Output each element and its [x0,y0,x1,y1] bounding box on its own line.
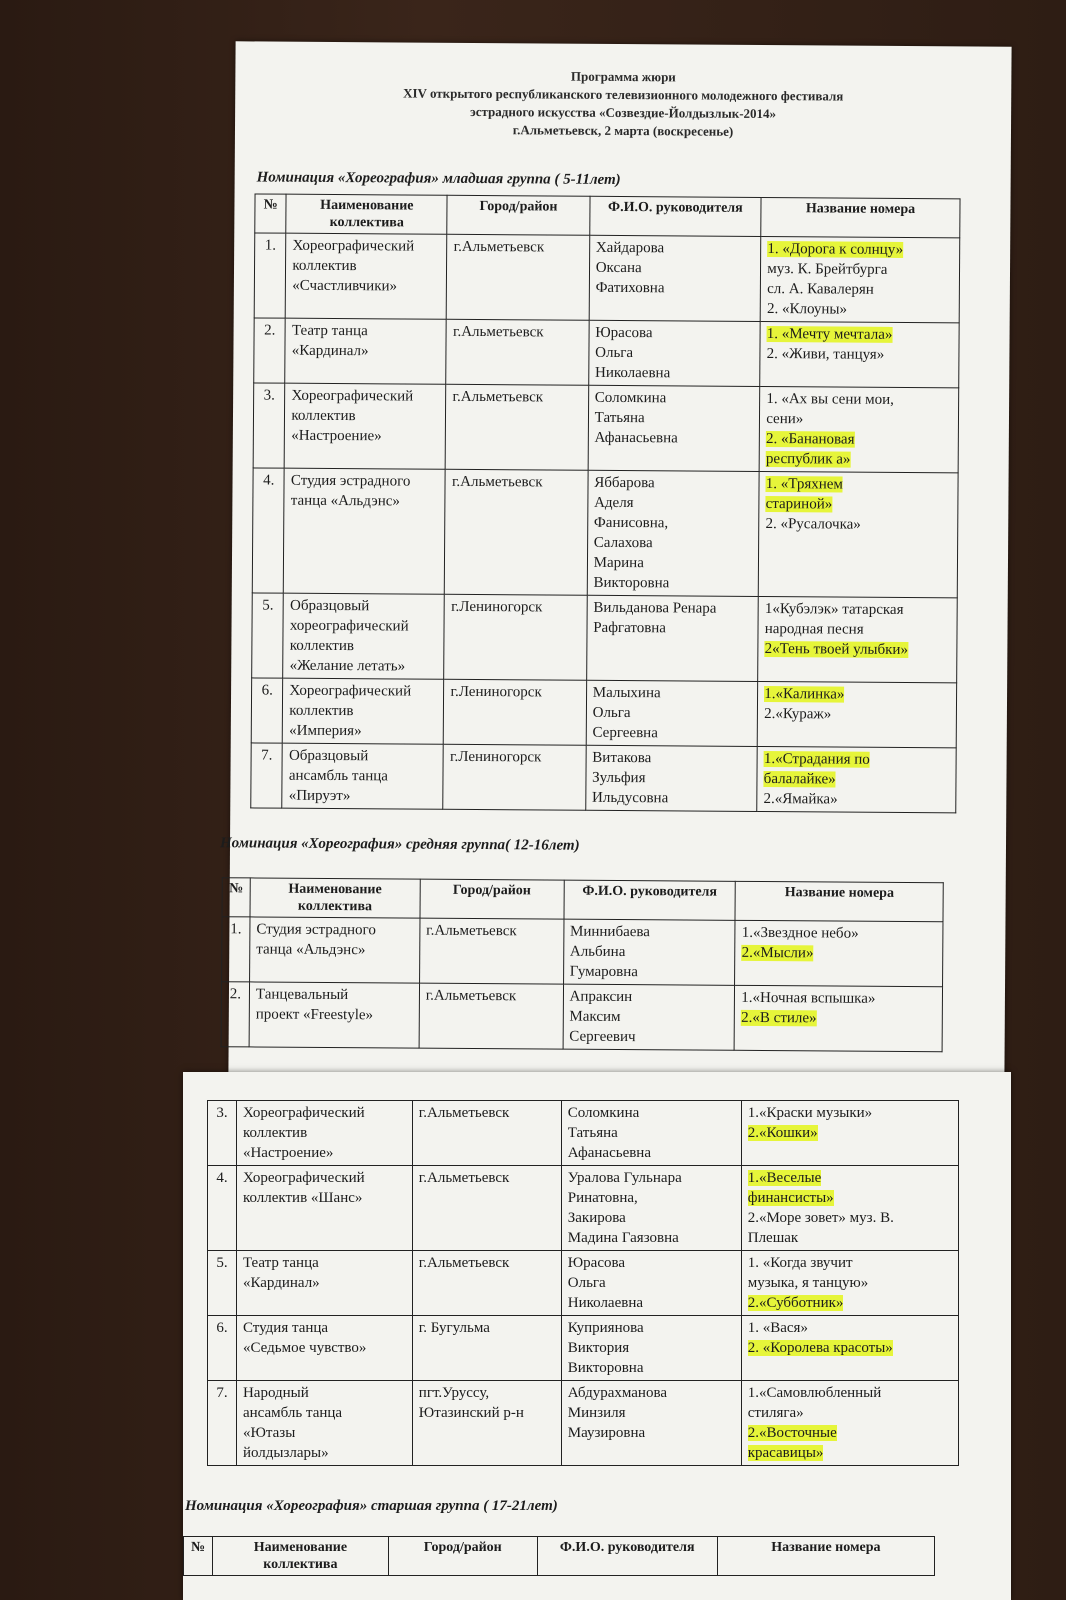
leader-name-line: Соломкина [567,1105,640,1121]
leader-name-line: Миннибаева [569,923,651,941]
row-number: 6. [251,678,283,743]
city: г.Лениногорск [443,744,586,810]
leader-name-line: Маузировна [567,1425,646,1441]
title-text: Плешак [747,1230,799,1246]
row-number: 6. [208,1316,237,1381]
leader-name-line: Афанасьевна [567,1145,651,1161]
title-text: 2.«Ямайка» [763,791,838,808]
leader-name-line: Минзиля [567,1405,626,1421]
leader-name [586,595,758,681]
collective-name-line: «Настроение» [291,427,382,445]
leader-name-line: Юрасова [595,324,653,342]
performance-title-line [748,1293,952,1313]
leader-name-line: Хайдарова [595,239,665,257]
title-text: стиляга» [747,1405,804,1421]
document-header [235,65,1011,142]
title-text: 1. «Вася» [747,1320,808,1336]
collective-name [250,917,420,983]
collective-name-line: Хореографический [292,237,415,255]
collective-name-line: коллектив [291,407,356,425]
collective-name [284,468,446,594]
leader-name-line: Сергеевна [592,724,658,742]
collective-name [236,1166,412,1251]
collective-name-line: Студия танца [242,1320,329,1336]
leader-name-line: Апраксин [569,988,633,1006]
row-number: 7. [251,743,283,808]
row-number: 1. [254,233,286,318]
leader-name-line: Ринатовна, [567,1190,638,1206]
collective-name [236,1101,412,1166]
city: г.Альметьевск [446,384,589,470]
title-text: сл. А. Кавалерян [767,281,874,298]
leader-name-line: Николаевна [567,1295,644,1311]
performance-titles [734,985,942,1051]
performance-title-line [748,1253,952,1273]
collective-name-line: «Кардинал» [242,1275,320,1291]
highlighted-title: балалайке» [763,771,836,788]
table-middle-part1 [221,877,944,1052]
performance-title-line [767,324,953,345]
title-text: народная песня [764,621,864,638]
column-header: Название номера [735,881,943,921]
leader-name-line: Фатиховна [595,279,665,297]
city: г.Альметьевск [419,918,563,984]
column-header: Название номера [717,1537,934,1576]
column-header: Ф.И.О. руководителя [537,1537,717,1576]
table-row [208,1166,959,1251]
row-number: 1. [222,917,250,982]
collective-name-line: коллектив [289,702,354,720]
header-line-4: г.Альметьевск, 2 марта (воскресенье) [512,122,734,139]
highlighted-title: 1. «Мечту мечтала» [766,326,893,343]
leader-name-line: Виктория [567,1340,630,1356]
highlighted-title: 2.«В стиле» [741,1009,817,1027]
column-header: № [255,194,287,233]
collective-name-line: йолдызлары» [242,1445,329,1461]
city: г.Альметьевск [446,319,589,385]
document-page-1 [219,41,1011,1078]
table-middle-body-2 [208,1101,959,1466]
leader-name [563,984,735,1050]
title-text: 1«Кубэлэк» татарская [764,601,904,618]
table-junior-header [255,194,960,238]
title-text: муз. К. Брейтбурга [767,261,888,278]
collective-name-line: Хореографический [242,1170,365,1186]
table-header-row [222,878,943,922]
performance-title-line [748,1103,952,1123]
leader-name-line: Аделя [594,494,634,512]
city: г.Альметьевск [419,983,563,1049]
performance-title-line [766,494,952,515]
leader-name [586,680,758,746]
leader-name-line: Оксана [595,259,642,277]
highlighted-title: 2.«Субботник» [747,1295,844,1311]
table-row [221,982,942,1052]
collective-name-line: Театр танца [242,1255,319,1271]
collective-name-line: хореографический [289,617,409,635]
leader-name [563,919,735,985]
table-header-row [255,194,960,238]
performance-title-line [764,769,950,790]
table-row [252,593,958,683]
performance-titles [741,1166,958,1251]
collective-name-line: танца «Альдэнс» [256,941,366,959]
performance-titles [757,746,956,812]
performance-title-line [748,1443,952,1463]
highlighted-title: 1. «Тряхнем [765,476,843,493]
leader-name [589,235,761,321]
table-row [251,743,956,813]
table-middle-part2 [207,1100,959,1466]
collective-name [286,233,448,319]
row-number: 4. [208,1166,237,1251]
column-header: Ф.И.О. руководителя [564,880,736,920]
highlighted-title: 1. «Дорога к солнцу» [767,241,904,258]
performance-title-line [766,409,952,430]
header-line-2: XIV открытого республиканского телевизионного молодежного фестиваля [403,85,844,104]
collective-name-line: Театр танца [291,322,368,340]
performance-titles [735,920,943,986]
collective-name-line: «Настроение» [242,1145,334,1161]
performance-titles [759,386,958,472]
highlighted-title: республик а» [765,451,851,468]
collective-name-line: ансамбль танца [288,767,389,785]
collective-name [283,678,445,744]
highlighted-title: 2. «Королева красоты» [747,1340,893,1356]
table-row [208,1381,959,1466]
performance-title-line [748,1383,952,1403]
title-text: 2. «Живи, танцуя» [766,346,885,363]
leader-name-line: Вильданова Ренара [593,599,717,617]
highlighted-title: 2«Тень твоей улыбки» [764,641,909,659]
title-text: 2.«Море зовет» муз. В. [747,1210,894,1226]
performance-title-line [764,704,950,725]
leader-name-line: Марина [593,554,644,572]
highlighted-title: 2.«Восточные [747,1425,837,1441]
city: г.Лениногорск [444,679,587,745]
collective-name [285,383,447,469]
table-row [208,1101,959,1166]
row-number: 5. [208,1251,237,1316]
row-number: 4. [252,468,284,593]
performance-title-line [765,619,951,640]
row-number: 3. [253,383,285,468]
leader-name-line: Викторовна [593,574,670,592]
leader-name-line: Ильдусовна [591,789,669,807]
performance-titles [758,596,957,682]
collective-name-line: Хореографический [242,1105,365,1121]
collective-name-line: коллектив [242,1125,308,1141]
performance-title-line [742,923,937,944]
performance-titles [760,321,959,387]
performance-title-line [766,449,952,470]
leader-name-line: Зульфия [592,769,646,787]
collective-name-line: «Кардинал» [291,342,369,360]
collective-name [236,1251,412,1316]
leader-name-line: Мадина Гаязовна [567,1230,679,1246]
leader-name-line: Ольга [567,1275,606,1291]
table-junior-body [251,233,960,813]
performance-title-line [767,239,953,260]
collective-name-line: Хореографический [291,387,414,405]
table-middle-body-1 [221,917,943,1052]
collective-name-line: Народный [242,1385,309,1401]
leader-name-line: Яббарова [594,474,655,492]
table-row [254,233,960,323]
city: г.Альметьевск [412,1251,561,1316]
performance-title-line [741,1008,936,1029]
row-number: 2. [221,982,249,1047]
highlighted-title: 1.«Калинка» [764,686,845,703]
performance-title-line [748,1208,952,1228]
collective-name [236,1381,412,1466]
city: г. Бугульма [412,1316,561,1381]
leader-name-line: Рафгатовна [593,619,667,637]
leader-name [561,1316,741,1381]
performance-title-line [748,1188,952,1208]
collective-name [282,743,444,809]
performance-title-line [765,514,951,535]
leader-name-line: Гумаровна [569,963,639,981]
table-row [252,468,958,598]
performance-title-line [748,1318,952,1338]
leader-name-line: Татьяна [594,409,645,427]
city: г.Альметьевск [445,469,588,595]
performance-title-line [742,943,937,964]
title-text: 1. «Ах вы сени мои, [766,391,894,408]
collective-name-line: «Пируэт» [288,787,351,805]
table-row [222,917,943,987]
collective-name-line: коллектив [292,257,357,275]
highlighted-title: 1.«Веселые [747,1170,822,1186]
leader-name-line: Сергеевич [569,1028,636,1046]
collective-name-line: танца «Альдэнс» [290,492,400,510]
leader-name-line: Соломкина [594,389,667,407]
header-line-1: Программа жюри [570,68,676,85]
title-text: 2. «Клоуны» [766,301,848,318]
section-title-junior: Номинация «Хореография» младшая группа ( 5-11лет) [256,169,621,188]
performance-title-line [741,988,936,1009]
title-text: музыка, я танцую» [747,1275,869,1291]
title-text: сени» [766,411,804,428]
leader-name [561,1101,741,1166]
leader-name-line: Юрасова [567,1255,626,1271]
performance-title-line [767,299,953,320]
performance-titles [758,471,958,597]
performance-title-line [763,789,949,810]
column-header: Город/район [388,1537,537,1576]
collective-name-line: Хореографический [289,682,412,700]
performance-title-line [748,1338,952,1358]
leader-name-line: Малыхина [592,684,661,702]
performance-titles [757,681,956,747]
city: пгт.Уруссу, Ютазинский р-н [412,1381,561,1466]
title-text: 1.«Самовлюбленный [747,1385,882,1401]
row-number: 7. [208,1381,237,1466]
collective-name-line: «Империя» [289,722,362,740]
collective-name-line: Образцовый [288,747,369,765]
collective-name-line: Образцовый [289,597,370,615]
column-header: Наименование коллектива [286,194,447,234]
collective-name-line: проект «Freestyle» [255,1006,374,1024]
column-header: № [222,878,250,917]
section-title-middle: Номинация «Хореография» средняя группа( 12-16лет) [219,835,580,854]
leader-name-line: Татьяна [567,1125,618,1141]
performance-title-line [766,429,952,450]
performance-title-line [764,749,950,770]
city: г.Лениногорск [444,594,587,680]
leader-name [561,1166,741,1251]
table-row [251,678,956,748]
highlighted-title: 2. «Банановая [766,431,855,448]
row-number: 5. [252,593,284,678]
performance-title-line [748,1273,952,1293]
collective-name [236,1316,412,1381]
leader-name-line: Николаевна [594,364,671,382]
leader-name [561,1251,741,1316]
performance-title-line [766,389,952,410]
performance-title-line [766,474,952,495]
table-header-row [184,1537,935,1576]
column-header: Город/район [420,879,564,919]
collective-name [249,982,419,1048]
column-header: Название номера [761,197,960,237]
highlighted-title: красавицы» [747,1445,824,1461]
collective-name-line: «Счастливчики» [292,277,398,295]
title-text: 1.«Звездное небо» [741,924,859,942]
performance-title-line [748,1423,952,1443]
column-header: Наименование коллектива [250,878,420,918]
document-page-2 [183,1072,1011,1600]
highlighted-title: финансисты» [747,1190,834,1206]
title-text: 2. «Русалочка» [765,516,861,533]
leader-name-line: Максим [569,1008,621,1026]
table-row [254,318,959,388]
column-header: № [184,1537,213,1576]
performance-title-line [767,344,953,365]
collective-name-line: Студия эстрадного [256,921,376,939]
collective-name-line: Студия эстрадного [290,472,411,490]
leader-name-line: Фанисовна, [593,514,669,532]
city: г.Альметьевск [412,1101,561,1166]
collective-name-line: коллектив «Шанс» [242,1190,363,1206]
collective-name-line: Танцевальный [255,986,349,1004]
highlighted-title: стариной» [765,496,833,513]
performance-title-line [748,1123,952,1143]
table-junior [250,193,960,813]
performance-title-line [748,1228,952,1248]
leader-name [587,470,759,596]
row-number: 2. [254,318,286,383]
table-row [253,383,959,473]
collective-name-line: «Седьмое чувство» [242,1340,367,1356]
performance-title-line [765,599,951,620]
performance-titles [741,1251,958,1316]
leader-name-line: Куприянова [567,1320,644,1336]
performance-title-line [765,639,951,660]
highlighted-title: 2.«Кошки» [747,1125,818,1141]
collective-name-line: «Желание летать» [289,657,406,675]
performance-titles [741,1381,958,1466]
performance-titles [760,236,959,322]
row-number: 3. [208,1101,237,1166]
leader-name-line: Афанасьевна [594,429,678,447]
title-text: 1.«Ночная вспышка» [741,989,876,1007]
leader-name [588,320,760,386]
highlighted-title: 2.«Мысли» [741,944,814,962]
performance-title-line [748,1403,952,1423]
table-middle-header [222,878,943,922]
leader-name [588,385,760,471]
collective-name [283,593,445,679]
collective-name-line: ансамбль танца [242,1405,343,1421]
leader-name [585,745,757,811]
title-text: 1. «Когда звучит [747,1255,853,1271]
leader-name-line: Салахова [593,534,653,552]
leader-name-line: Уралова Гульнара [567,1170,682,1186]
title-text: 2.«Кураж» [764,706,832,723]
column-header: Город/район [447,195,590,235]
performance-title-line [767,279,953,300]
leader-name [561,1381,741,1466]
leader-name-line: Ольга [595,344,634,362]
leader-name-line: Ольга [592,704,631,722]
section-title-senior: Номинация «Хореография» старшая группа ( 17-21лет) [185,1498,558,1514]
performance-titles [741,1101,958,1166]
leader-name-line: Витакова [592,749,652,767]
collective-name [285,318,447,384]
collective-name-line: коллектив [289,637,355,655]
performance-titles [741,1316,958,1381]
performance-title-line [748,1168,952,1188]
leader-name-line: Закирова [567,1210,626,1226]
leader-name-line: Викторовна [567,1360,644,1376]
performance-title-line [767,259,953,280]
header-line-3: эстрадного искусства «Созвездие-Йолдызлык-2014» [470,103,777,122]
city: г.Альметьевск [412,1166,561,1251]
highlighted-title: 1.«Страдания по [763,751,870,768]
table-row [208,1316,959,1381]
performance-title-line [764,684,950,705]
table-senior-header [184,1537,935,1576]
title-text: 1.«Краски музыки» [747,1105,873,1121]
column-header: Ф.И.О. руководителя [589,196,761,236]
leader-name-line: Альбина [569,943,626,961]
leader-name-line: Абдурахманова [567,1385,667,1401]
table-senior [183,1536,935,1576]
table-row [208,1251,959,1316]
collective-name-line: «Ютазы [242,1425,296,1441]
city: г.Альметьевск [447,234,590,320]
column-header: Наименование коллектива [212,1537,388,1576]
